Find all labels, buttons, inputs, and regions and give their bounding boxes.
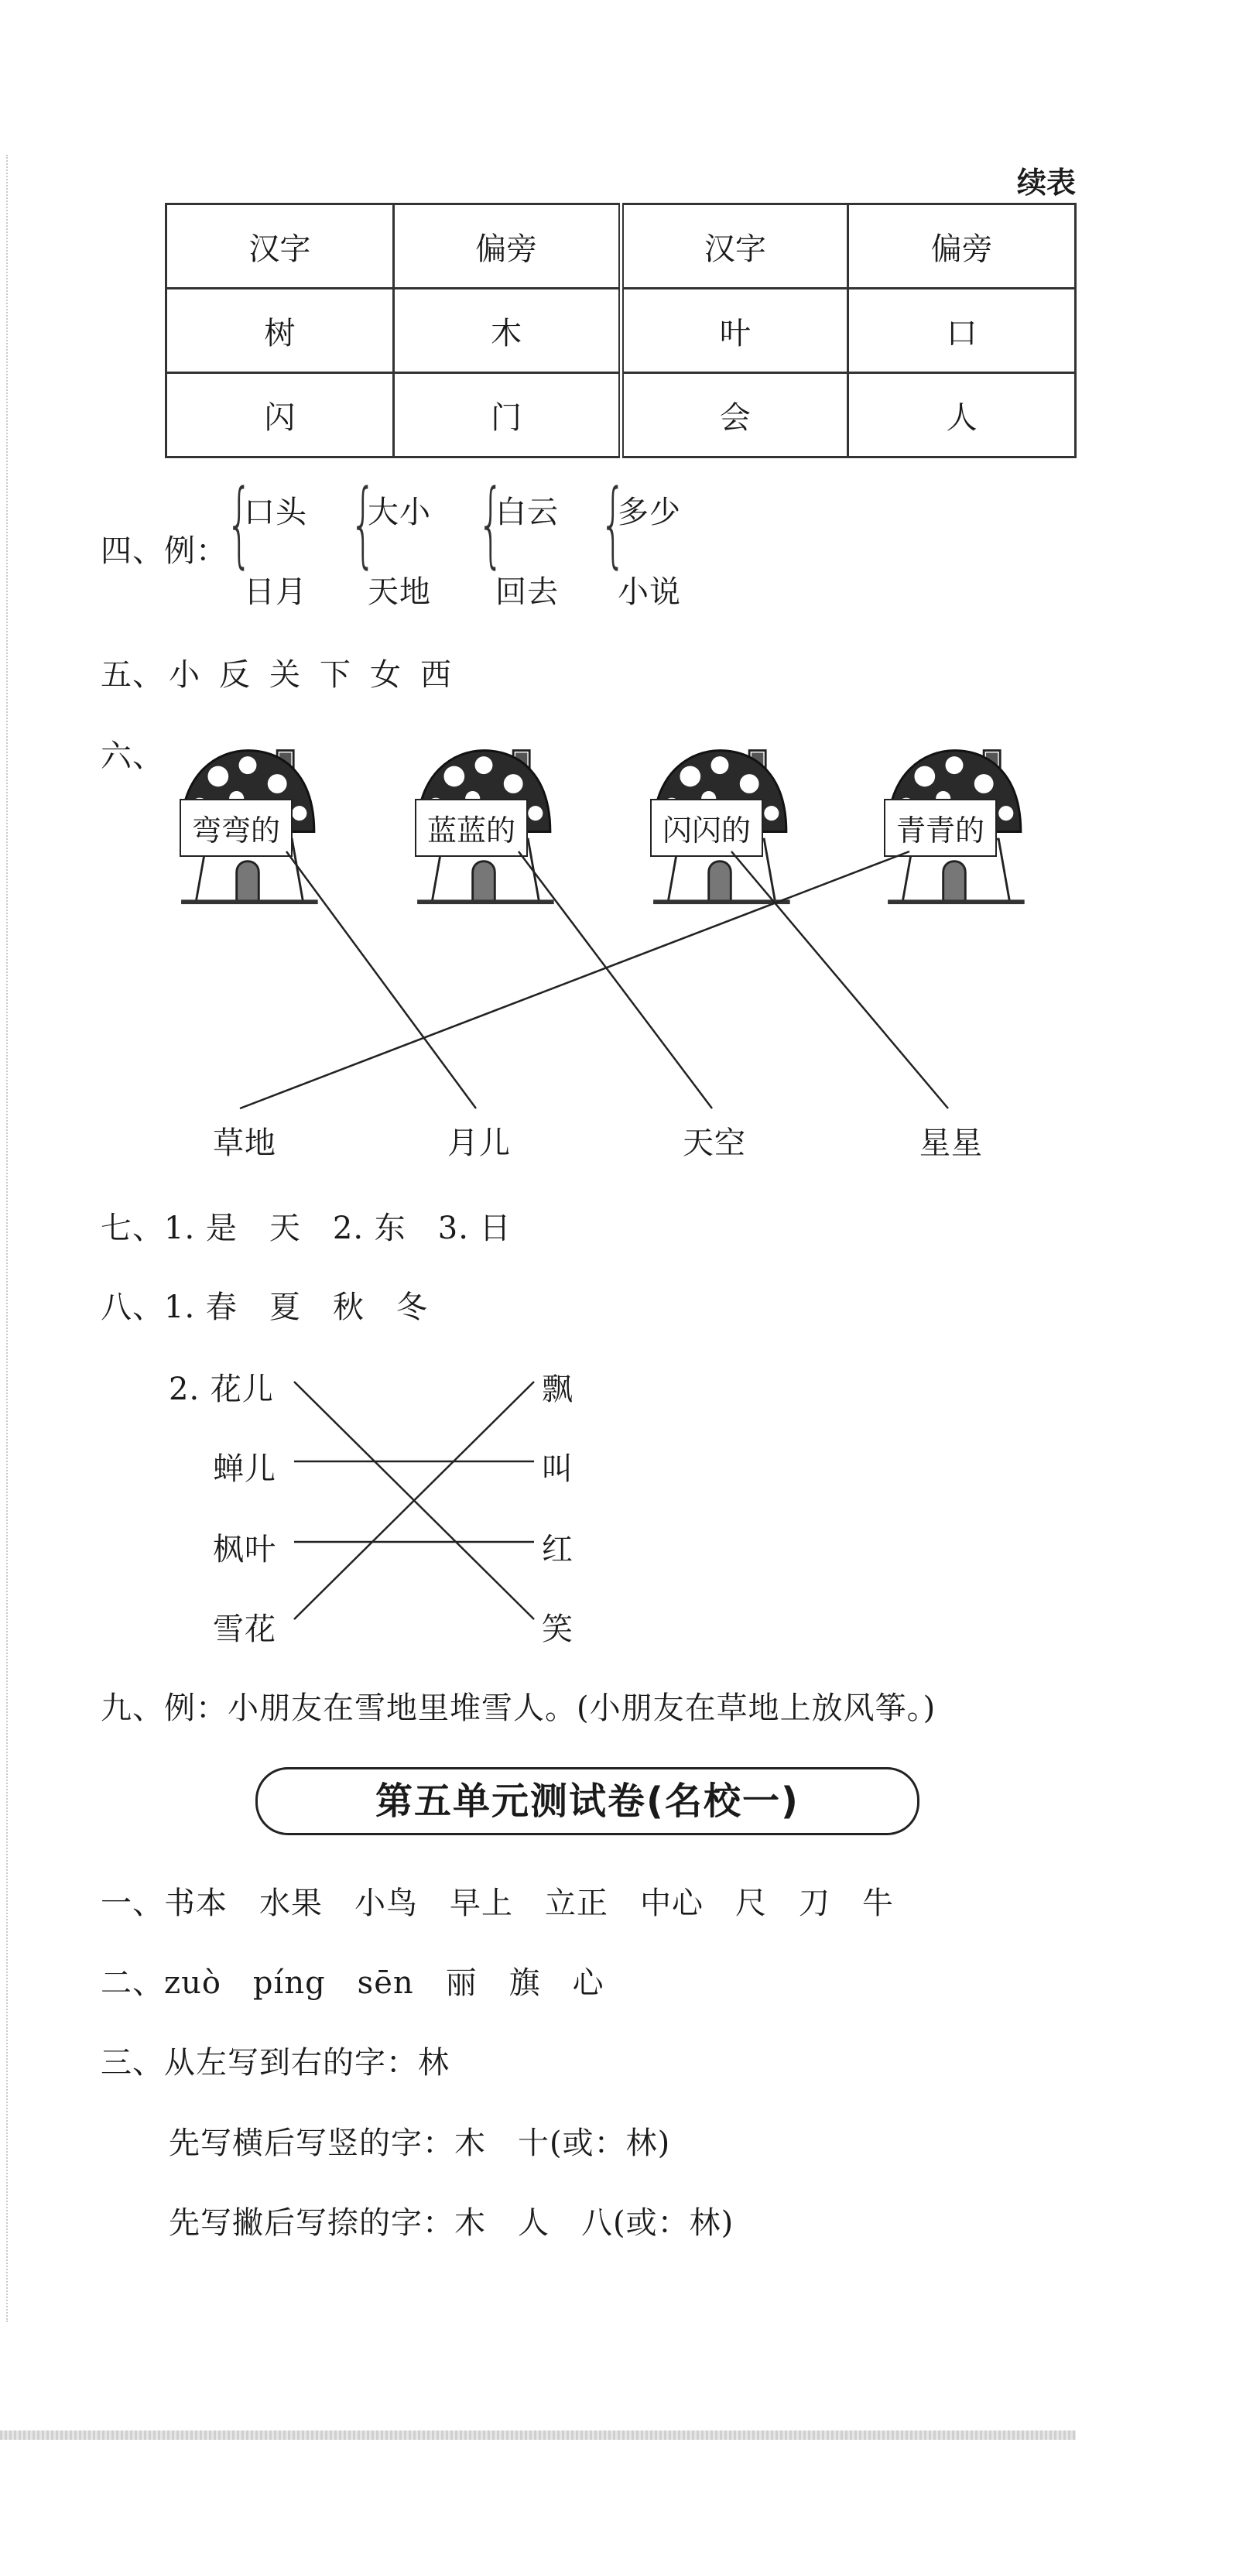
table-cell: 偏旁 [848,204,1076,289]
q8-left-word: 蝉儿 [213,1451,276,1487]
q8-left-word: 雪花 [213,1612,276,1647]
q4-word: 小说 [618,574,681,610]
table-cell: 汉字 [166,204,394,289]
q4-word: 回去 [495,574,559,610]
continued-label: 续表 [1016,166,1076,200]
q4-word: 大小 [368,495,431,530]
s3-line1: 三、从左写到右的字：林 [101,2045,450,2081]
q6-word: 天空 [683,1125,746,1161]
q5-char: 小 [169,657,200,693]
table-cell: 树 [166,289,394,373]
q6-word: 月儿 [447,1125,511,1161]
q8-left-word: 枫叶 [213,1532,276,1567]
s1-answer: 一、书本 水果 小鸟 早上 立正 中心 尺 刀 牛 [101,1886,894,1921]
brace-icon: { [226,471,253,578]
section-title: 第五单元测试卷(名校一) [255,1767,919,1835]
q7-answer: 七、1. 是 天 2. 东 3. 日 [101,1211,512,1246]
q8-right-char: 笑 [542,1612,574,1647]
table-cell: 偏旁 [393,204,621,289]
brace-icon: { [478,471,505,578]
match-line [731,851,948,1108]
table-cell: 会 [621,373,848,457]
table-cell: 汉字 [621,204,848,289]
q4-word: 口头 [244,495,307,530]
table-cell: 门 [393,373,621,457]
q8-right-char: 红 [542,1532,574,1567]
table-cell: 闪 [166,373,394,457]
match-line [519,851,712,1108]
table-cell: 叶 [621,289,848,373]
s3-line3: 先写撇后写捺的字：木 人 八(或：林) [169,2205,734,2241]
q6-word: 草地 [213,1125,276,1161]
table-cell: 口 [848,289,1076,373]
q5-char: 西 [420,657,452,693]
brace-icon: { [350,471,377,578]
house-sign: 弯弯的 [180,799,293,857]
q8-line1: 八、1. 春 夏 秋 冬 [101,1290,428,1325]
q4-word: 日月 [244,574,307,610]
house-sign: 青青的 [884,799,997,857]
q5-label: 五、 [101,657,164,693]
q4-label: 四、例： [101,533,228,569]
match-line [240,851,909,1108]
table-cell: 木 [393,289,621,373]
table-cell: 人 [848,373,1076,457]
q4-word: 白云 [495,495,559,530]
house-sign: 蓝蓝的 [415,799,528,857]
s2-answer: 二、zuò píng sēn 丽 旗 心 [101,1965,604,2001]
q4-word: 天地 [368,574,431,610]
q5-char: 下 [320,657,351,693]
q9-answer: 九、例：小朋友在雪地里堆雪人。(小朋友在草地上放风筝。) [101,1690,936,1726]
q5-char: 关 [269,657,301,693]
match-line [286,851,476,1108]
q8-right-char: 叫 [542,1451,574,1487]
q8-right-char: 飘 [542,1372,574,1407]
q5-char: 反 [219,657,251,693]
house-sign: 闪闪的 [650,799,763,857]
q8-left-word: 2. 花儿 [169,1372,274,1407]
brace-icon: { [600,471,627,578]
q6-label: 六、 [101,738,164,774]
s3-line2: 先写横后写竖的字：木 十(或：林) [169,2126,671,2161]
q6-word: 星星 [919,1125,983,1161]
q4-word: 多少 [618,495,681,530]
q5-char: 女 [370,657,402,693]
